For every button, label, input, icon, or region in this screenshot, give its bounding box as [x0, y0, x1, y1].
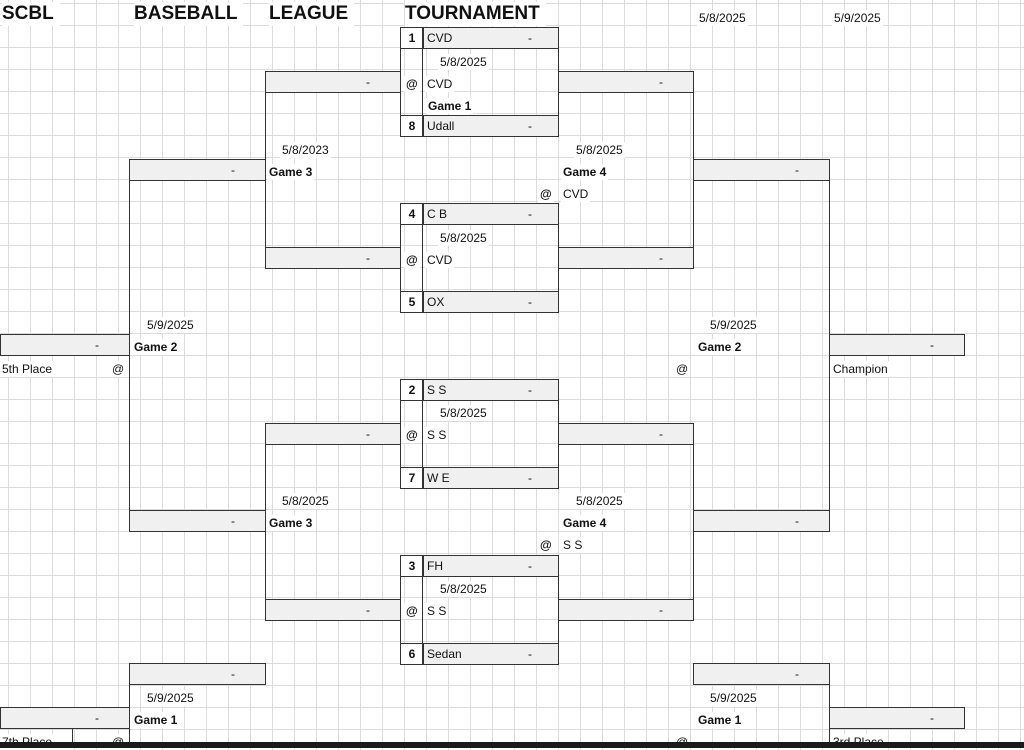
left-slot-1[interactable] [265, 71, 401, 93]
score-placeholder: - [95, 338, 99, 352]
qf3-date: 5/8/2025 [440, 406, 487, 420]
seed-number: 3 [401, 556, 424, 576]
qf2-date: 5/8/2025 [440, 231, 487, 245]
left-consolation-slot-2[interactable] [129, 510, 266, 532]
score-placeholder: - [659, 427, 663, 441]
score-placeholder: - [659, 603, 663, 617]
right-game1-date: 5/9/2025 [710, 691, 757, 705]
left-game3-bottom-label: Game 3 [269, 516, 313, 530]
qf4-top-team-cell[interactable] [400, 555, 559, 577]
qf4-date: 5/8/2025 [440, 582, 487, 596]
team-name: Udall [427, 119, 455, 133]
qf3-bottom-team-cell[interactable] [400, 467, 559, 489]
title-baseball: BASEBALL [134, 2, 243, 26]
right-game4-bottom-date: 5/8/2025 [576, 494, 623, 508]
right-game4-bottom-label: Game 4 [563, 516, 607, 530]
team-name: W E [427, 471, 450, 485]
score-placeholder: - [528, 559, 532, 573]
bracket-line [422, 555, 423, 665]
right-game2-at-symbol: @ [676, 362, 689, 376]
right-game4-top-host: CVD [563, 187, 589, 201]
team-name: FH [427, 559, 443, 573]
score-placeholder: - [95, 711, 99, 725]
bracket-line [422, 379, 423, 489]
team-name: Sedan [427, 647, 462, 661]
seed-number: 5 [401, 292, 424, 312]
right-game4-top-date: 5/8/2025 [576, 143, 623, 157]
score-placeholder: - [366, 75, 370, 89]
score-placeholder: - [528, 383, 532, 397]
left-slot-2[interactable] [265, 247, 401, 269]
qf4-at-symbol: @ [406, 604, 418, 618]
right-game4-top-at-symbol: @ [540, 187, 552, 201]
team-name: OX [427, 295, 445, 309]
seventh-place-slot[interactable] [0, 707, 130, 729]
seed-number: 8 [401, 116, 424, 136]
qf3-host: S S [427, 428, 447, 442]
score-placeholder: - [528, 471, 532, 485]
left-slot-4[interactable] [265, 599, 401, 621]
qf1-top-team-cell[interactable] [400, 27, 559, 49]
score-placeholder: - [366, 251, 370, 265]
score-placeholder: - [528, 647, 532, 661]
score-placeholder: - [795, 163, 799, 177]
qf4-host: S S [427, 604, 447, 618]
score-placeholder: - [659, 251, 663, 265]
left-game1-date: 5/9/2025 [147, 691, 194, 705]
team-name: CVD [427, 31, 453, 45]
title-tournament: TOURNAMENT [405, 2, 546, 26]
right-slot-1[interactable] [558, 71, 694, 93]
third-place-slot[interactable] [829, 707, 965, 729]
qf2-host: CVD [427, 253, 453, 267]
right-final-slot-2[interactable] [693, 510, 830, 532]
left-game2-at-symbol: @ [112, 362, 125, 376]
score-placeholder: - [366, 603, 370, 617]
score-placeholder: - [795, 667, 799, 681]
right-game4-top-label: Game 4 [563, 165, 607, 179]
qf3-at-symbol: @ [406, 428, 418, 442]
fifth-place-slot[interactable] [0, 334, 130, 356]
seed-number: 2 [401, 380, 424, 400]
bracket-line [72, 728, 73, 742]
score-placeholder: - [528, 207, 532, 221]
right-game2-label: Game 2 [698, 340, 742, 354]
right-game2-date: 5/9/2025 [710, 318, 757, 332]
left-game2-date: 5/9/2025 [147, 318, 194, 332]
score-placeholder: - [528, 295, 532, 309]
title-league: LEAGUE [269, 2, 354, 26]
champion-label: Champion [833, 362, 888, 376]
left-game3-top-date: 5/8/2023 [282, 143, 329, 157]
score-placeholder: - [231, 514, 235, 528]
qf1-game-label: Game 1 [428, 99, 472, 113]
score-placeholder: - [366, 427, 370, 441]
window-bottom-edge [0, 742, 1024, 748]
champion-slot[interactable] [829, 334, 965, 356]
qf3-top-team-cell[interactable] [400, 379, 559, 401]
score-placeholder: - [795, 514, 799, 528]
seed-number: 6 [401, 644, 424, 664]
qf2-bottom-team-cell[interactable] [400, 291, 559, 313]
team-name: C B [427, 207, 448, 221]
left-slot-3[interactable] [265, 423, 401, 445]
right-third-slot-1[interactable] [693, 663, 830, 685]
score-placeholder: - [930, 338, 934, 352]
left-game3-top-label: Game 3 [269, 165, 313, 179]
date-column-b: 5/9/2025 [834, 11, 881, 25]
qf1-bottom-team-cell[interactable] [400, 115, 559, 137]
right-final-slot-1[interactable] [693, 159, 830, 181]
score-placeholder: - [528, 119, 532, 133]
score-placeholder: - [231, 667, 235, 681]
team-name: S S [427, 383, 447, 397]
qf1-date: 5/8/2025 [440, 55, 487, 69]
seed-number: 7 [401, 468, 424, 488]
qf1-host: CVD [427, 77, 453, 91]
left-game3-bottom-date: 5/8/2025 [282, 494, 329, 508]
left-consolation-slot-1[interactable] [129, 159, 266, 181]
qf4-bottom-team-cell[interactable] [400, 643, 559, 665]
seed-number: 4 [401, 204, 424, 224]
bracket-line [422, 27, 423, 137]
bracket-line [422, 203, 423, 313]
date-column-a: 5/8/2025 [699, 11, 746, 25]
seed-number: 1 [401, 28, 424, 48]
qf2-top-team-cell[interactable] [400, 203, 559, 225]
qf2-at-symbol: @ [406, 253, 418, 267]
title-scbl: SCBL [2, 2, 60, 26]
right-slot-4[interactable] [558, 599, 694, 621]
left-seventh-slot-1[interactable] [129, 663, 266, 685]
right-slot-3[interactable] [558, 423, 694, 445]
qf1-at-symbol: @ [406, 77, 418, 91]
right-game4-bottom-host: S S [563, 538, 583, 552]
right-game4-bottom-at-symbol: @ [540, 538, 552, 552]
left-game1-label: Game 1 [134, 713, 178, 727]
score-placeholder: - [659, 75, 663, 89]
fifth-place-label: 5th Place [2, 362, 53, 376]
left-game2-label: Game 2 [134, 340, 178, 354]
score-placeholder: - [930, 711, 934, 725]
right-game1-label: Game 1 [698, 713, 742, 727]
right-slot-2[interactable] [558, 247, 694, 269]
score-placeholder: - [231, 163, 235, 177]
score-placeholder: - [528, 31, 532, 45]
